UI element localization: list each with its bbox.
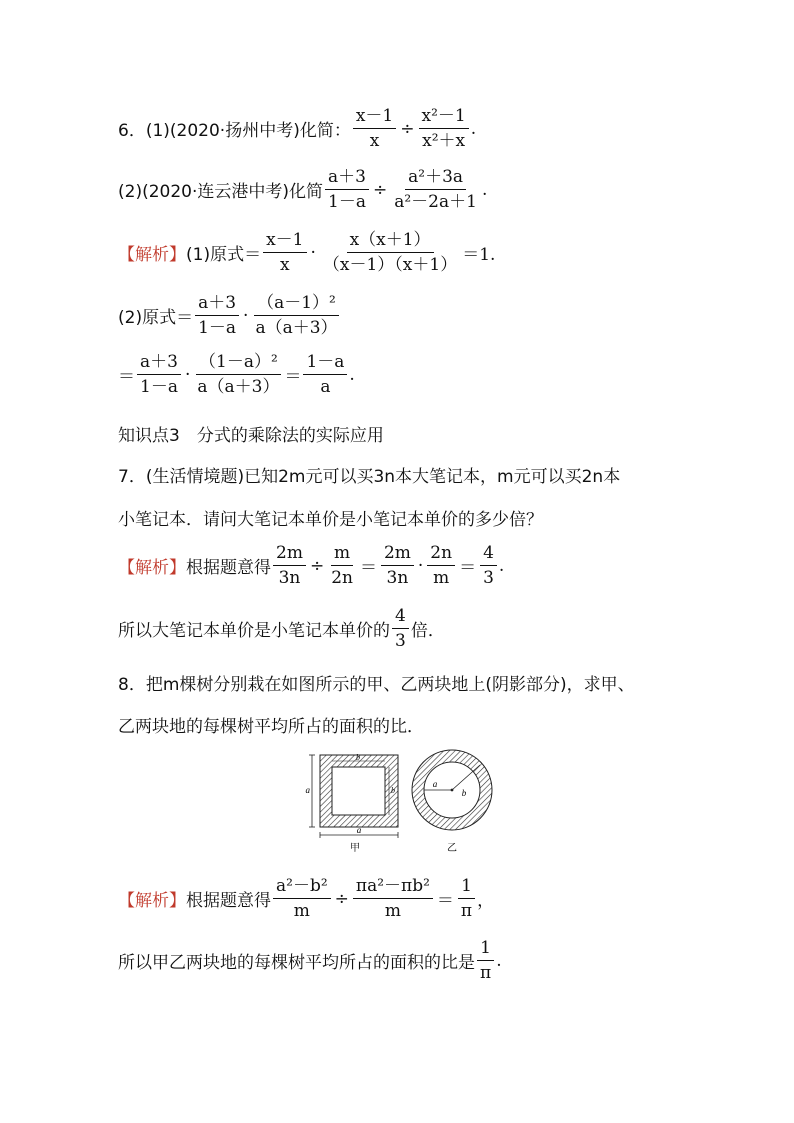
numerator: 4 <box>480 543 497 566</box>
denominator: 1－a <box>328 192 366 212</box>
fraction <box>320 230 460 275</box>
divide-sign: ÷ <box>400 118 415 139</box>
period: . <box>496 950 502 971</box>
fraction <box>391 167 480 212</box>
numerator: 4 <box>392 606 409 629</box>
denominator: 1－a <box>140 377 178 397</box>
solution-tag: 【解析】 <box>118 245 186 265</box>
multiply-dot: · <box>243 305 249 326</box>
fraction <box>137 352 181 397</box>
equals-sign: ＝ <box>459 558 477 578</box>
numerator: x（x＋1） <box>347 230 434 253</box>
p6-solution-1 <box>118 230 495 275</box>
fraction <box>353 876 433 921</box>
numerator: x²－1 <box>419 106 469 129</box>
denominator: 3 <box>395 631 406 651</box>
denominator: a（a＋3） <box>255 318 338 338</box>
divide-sign: ÷ <box>372 179 388 200</box>
conclusion-suffix: 倍． <box>410 621 445 641</box>
p7-line2 <box>118 505 543 530</box>
numerator: a²－b² <box>273 876 331 899</box>
numerator: m <box>331 543 353 566</box>
p6-solution-3 <box>118 352 355 397</box>
multiply-dot: · <box>310 242 316 263</box>
solution-tag: 【解析】 <box>118 558 186 578</box>
denominator: x <box>280 255 290 275</box>
label-a-bottom: a <box>356 825 362 835</box>
fraction <box>303 352 347 397</box>
fraction <box>458 876 475 921</box>
p7-line1 <box>118 462 620 487</box>
divide-sign: ÷ <box>334 888 349 909</box>
numerator: a＋3 <box>137 352 181 375</box>
p6-q2 <box>118 167 487 212</box>
numerator: 2n <box>427 543 455 566</box>
comma: ， <box>477 891 495 911</box>
p8-text-1: 8．把m棵树分别栽在如图所示的甲、乙两块地上(阴影部分)，求甲、 <box>118 675 635 695</box>
p6-solution-2 <box>118 293 343 338</box>
knowledge-point-text: 知识点3 分式的乘除法的实际应用 <box>118 426 384 446</box>
denominator: 3n <box>278 568 301 588</box>
p8-figure <box>302 745 502 865</box>
solution-prefix: 根据题意得 <box>186 558 271 578</box>
numerator: （a－1）² <box>254 293 339 316</box>
denominator: 3 <box>483 568 494 588</box>
fraction <box>194 352 282 397</box>
p8-conclusion <box>118 938 502 983</box>
numerator: x－1 <box>353 106 396 129</box>
denominator: x <box>369 131 380 151</box>
p7-text-1: 7．(生活情境题)已知2m元可以买3n本大笔记本，m元可以买2n本 <box>118 467 621 487</box>
numerator: 2m <box>273 543 306 566</box>
label-a-side: a <box>305 785 310 795</box>
denominator: π <box>460 901 473 921</box>
label-b-top: b <box>356 753 360 762</box>
label-b-right: b <box>391 786 395 795</box>
solution-prefix: 根据题意得 <box>186 891 271 911</box>
caption-jia: 甲 <box>350 843 360 854</box>
fraction <box>325 167 369 212</box>
ring-plot <box>412 750 492 854</box>
numerator: πa²－πb² <box>353 876 433 899</box>
figure-svg <box>302 745 502 860</box>
fraction <box>263 230 306 275</box>
fraction <box>273 543 306 588</box>
denominator: 2n <box>331 568 353 588</box>
denominator: （x－1）（x＋1） <box>322 255 458 275</box>
fraction <box>252 293 340 338</box>
numerator: 2m <box>381 543 414 566</box>
conclusion-text: 所以大笔记本单价是小笔记本单价的 <box>118 621 390 641</box>
denominator: a <box>320 377 331 397</box>
knowledge-point-heading <box>118 421 384 446</box>
p6-q2-prefix: (2)(2020·连云港中考)化简 <box>118 182 324 202</box>
label-a-radius: a <box>432 779 438 789</box>
multiply-dot: · <box>184 364 191 385</box>
equals-sign: ＝ <box>359 558 377 578</box>
p6-q1-prefix: 6．(1)(2020·扬州中考)化简： <box>118 121 351 141</box>
p8-text-2: 乙两块地的每棵树平均所占的面积的比． <box>118 717 424 737</box>
fraction <box>392 606 409 651</box>
denominator: 3n <box>386 568 409 588</box>
denominator: a²－2a＋1 <box>394 192 477 212</box>
numerator: a＋3 <box>195 293 239 316</box>
equals-sign: ＝ <box>436 891 454 911</box>
fraction <box>480 543 497 588</box>
p6-q1 <box>118 106 476 151</box>
denominator: m <box>433 568 450 588</box>
denominator: m <box>384 901 401 921</box>
numerator: （1－a）² <box>196 352 281 375</box>
multiply-dot: · <box>417 555 424 576</box>
fraction <box>353 106 396 151</box>
fraction <box>427 543 455 588</box>
p8-line1 <box>118 670 635 695</box>
numerator: 1 <box>458 876 475 899</box>
period: . <box>470 118 477 139</box>
p8-line2 <box>118 712 424 737</box>
fraction <box>419 106 469 151</box>
fraction <box>328 543 356 588</box>
numerator: 1 <box>477 938 494 961</box>
denominator: x²＋x <box>422 131 466 151</box>
solution-tag: 【解析】 <box>118 891 186 911</box>
numerator: 1－a <box>303 352 347 375</box>
label-b-radius: b <box>461 788 467 798</box>
period: . <box>481 179 488 200</box>
numerator: a＋3 <box>325 167 369 190</box>
conclusion-text: 所以甲乙两块地的每棵树平均所占的面积的比是 <box>118 953 475 973</box>
period: . <box>349 364 355 385</box>
p8-solution <box>118 876 494 921</box>
period: . <box>498 555 505 576</box>
denominator: π <box>480 963 492 983</box>
p7-text-2: 小笔记本．请问大笔记本单价是小笔记本单价的多少倍？ <box>118 510 543 530</box>
caption-yi: 乙 <box>447 843 457 854</box>
numerator: x－1 <box>263 230 306 253</box>
divide-sign: ÷ <box>309 555 325 576</box>
fraction <box>195 293 239 338</box>
denominator: m <box>293 901 310 921</box>
denominator: 1－a <box>198 318 237 338</box>
equals-sign: ＝ <box>284 367 302 387</box>
solution-prefix: (2)原式＝ <box>118 308 194 328</box>
result: ＝1. <box>462 245 496 265</box>
square-plot <box>306 753 399 854</box>
numerator: a²＋3a <box>405 167 466 190</box>
fraction <box>381 543 414 588</box>
p7-conclusion <box>118 606 445 651</box>
equals-sign: ＝ <box>118 367 135 387</box>
solution-prefix: (1)原式＝ <box>186 245 262 265</box>
fraction <box>477 938 494 983</box>
p7-solution <box>118 543 504 588</box>
denominator: a（a＋3） <box>197 377 280 397</box>
fraction <box>273 876 331 921</box>
